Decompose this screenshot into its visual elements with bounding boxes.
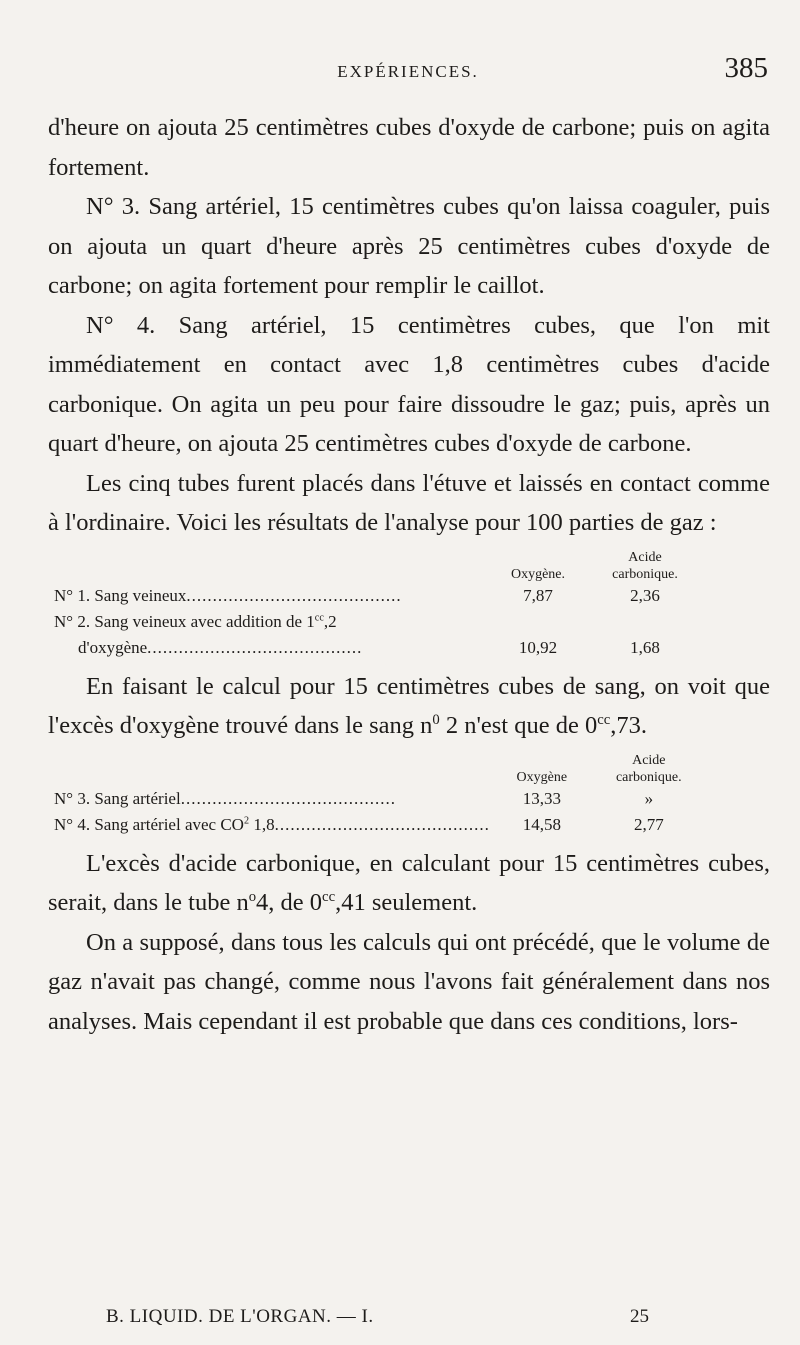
paragraph-4: Les cinq tubes furent placés dans l'étuve et laissés en contact comme à l'ordinaire. Voici les résultats de l'analyse pour 100 parties de gaz : — [48, 469, 770, 536]
oxygen-value: 7,87 — [523, 585, 553, 605]
page-header — [48, 52, 768, 92]
table-row — [48, 786, 704, 812]
oxygen-value: 13,33 — [522, 788, 561, 808]
table-row — [48, 812, 704, 838]
oxygen-value: 10,92 — [518, 637, 558, 657]
signature-number: 25 — [630, 1306, 649, 1327]
paragraph-2: N° 3. Sang artériel, 15 centimètres cubes qu'on laissa coaguler, puis on ajouta un quart d'heure après 25 centimètres cubes d'oxyde de carbone; on agita fortement pour remplir le caillot. — [48, 193, 770, 299]
paragraph-6: L'excès d'acide carbonique, en calculant pour 15 centimètres cubes, serait, dans le tube $n^o4$, de $0^{cc},41$ seulement. — [48, 849, 770, 916]
row-label-continued: d'oxygène......................................... — [78, 637, 363, 657]
table-row — [48, 609, 700, 635]
table-header-row — [48, 752, 704, 786]
row-label: N° 3. Sang artériel......................................... — [54, 788, 396, 808]
oxygen-column-header: Oxygène. — [510, 566, 566, 582]
printer-signature — [106, 1306, 706, 1332]
co2-value: » — [644, 788, 654, 808]
results-table-1 — [48, 549, 700, 661]
co2-value: 2,77 — [633, 814, 664, 834]
table-header-row — [48, 549, 700, 583]
results-table-2 — [48, 752, 704, 838]
table-row — [48, 635, 700, 661]
oxygen-value: 14,58 — [522, 814, 561, 834]
paragraph-5: En faisant le calcul pour 15 centimètres cubes de sang, on voit que l'excès d'oxygène trouvé dans le sang $n^0$ 2 n'est que de $0^{cc},73$. — [48, 672, 770, 739]
page-body — [48, 108, 770, 1041]
row-label: N° 1. Sang veineux......................................... — [54, 585, 402, 605]
paragraph-7: On a supposé, dans tous les calculs qui ont précédé, que le volume de gaz n'avait pas changé, comme nous l'avons fait généralement dans nos analyses. Mais cependant il est probable que dans ces conditions, lors- — [48, 928, 770, 1035]
row-label: N° 2. Sang veineux avec addition de $1^{cc},2$ — [54, 611, 337, 631]
co2-value: 2,36 — [630, 585, 660, 605]
row-label: N° 4. Sang artériel avec $CO^2$ 1,8......................................... — [54, 814, 490, 834]
oxygen-column-header: Oxygène — [516, 769, 568, 785]
page-number: 385 — [724, 52, 768, 84]
paragraph-1: d'heure on ajouta 25 centimètres cubes d'oxyde de carbone; puis on agita fortement. — [48, 114, 770, 181]
signature-title: B. LIQUID. DE L'ORGAN. — I. — [106, 1306, 374, 1327]
co2-column-header: Acide carbonique. — [615, 752, 682, 785]
co2-value: 1,68 — [630, 637, 660, 657]
co2-column-header: Acide carbonique. — [612, 549, 678, 582]
paragraph-3: N° 4. Sang artériel, 15 centimètres cubes, que l'on mit immédiatement en contact avec 1,8 centimètres cubes d'acide carbonique. On agita un peu pour faire dissoudre le gaz; puis, après un quart d'heure, on ajouta 25 centimètres cubes d'oxyde de carbone. — [48, 311, 770, 457]
table-row — [48, 583, 700, 609]
running-head: EXPÉRIENCES. — [337, 62, 479, 81]
